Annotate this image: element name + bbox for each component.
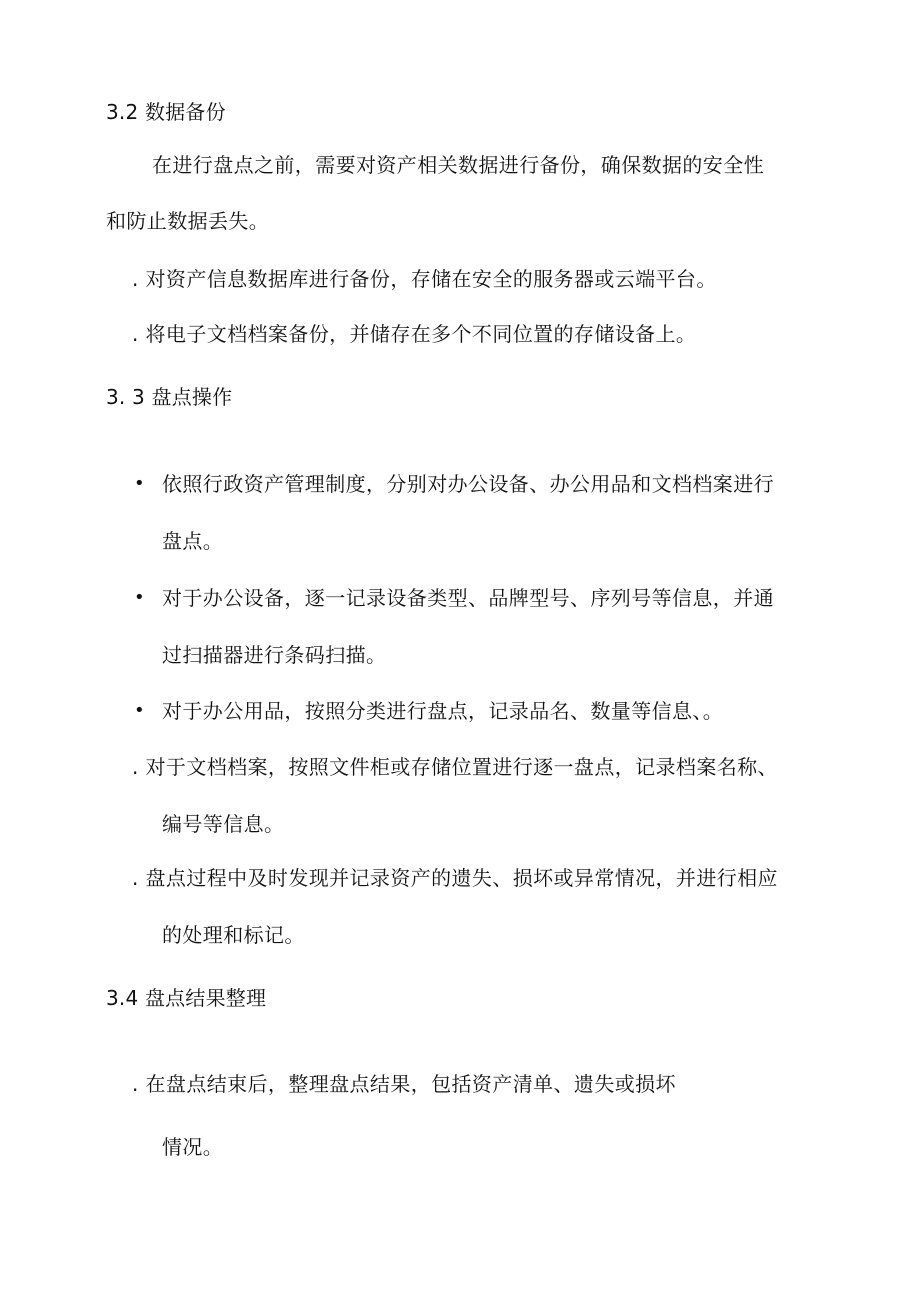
- list-item: . 将电子文档档案备份，并储存在多个不同位置的存储设备上。: [132, 322, 697, 346]
- bullet-item-line: 对于办公用品，按照分类进行盘点，记录品名、数量等信息、。: [162, 699, 724, 723]
- list-item-continuation: 的处理和标记。: [162, 923, 305, 947]
- list-item-continuation: 编号等信息。: [162, 812, 285, 836]
- list-item: . 盘点过程中及时发现并记录资产的遗失、损坏或异常情况，并进行相应: [132, 866, 778, 890]
- bullet-item-line: 盘点。: [162, 529, 224, 553]
- section-heading-3-2: 3.2 数据备份: [106, 100, 226, 124]
- paragraph-line: 和防止数据丢失。: [106, 209, 270, 233]
- bullet-icon: •: [134, 473, 145, 494]
- paragraph-line: 在进行盘点之前，需要对资产相关数据进行备份，确保数据的安全性: [152, 153, 764, 177]
- bullet-icon: •: [134, 700, 145, 721]
- section-heading-3-4: 3.4 盘点结果整理: [106, 986, 267, 1010]
- bullet-icon: •: [134, 587, 145, 608]
- list-item: . 在盘点结束后，整理盘点结果，包括资产清单、遗失或损坏: [132, 1072, 676, 1096]
- bullet-item-line: 对于办公设备，逐一记录设备类型、品牌型号、序列号等信息，并通: [162, 586, 774, 610]
- list-item: . 对资产信息数据库进行备份，存储在安全的服务器或云端平台。: [132, 267, 717, 291]
- bullet-item-line: 依照行政资产管理制度，分别对办公设备、办公用品和文档档案进行: [162, 472, 774, 496]
- list-item-continuation: 情况。: [162, 1135, 224, 1159]
- section-heading-3-3: 3. 3 盘点操作: [106, 385, 233, 409]
- bullet-item-line: 过扫描器进行条码扫描。: [162, 643, 387, 667]
- list-item: . 对于文档档案，按照文件柜或存储位置进行逐一盘点，记录档案名称、: [132, 755, 778, 779]
